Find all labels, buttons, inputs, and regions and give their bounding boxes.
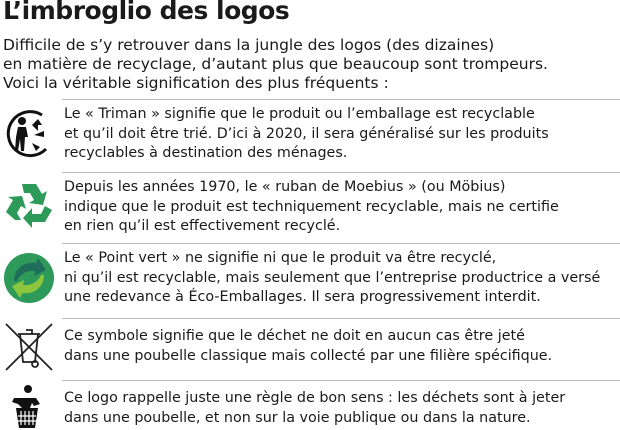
divider xyxy=(62,243,620,244)
logo-description-line: Le « Triman » signifie que le produit ou l’emballage est recyclable xyxy=(64,106,535,122)
intro-line: Difficile de s’y retrouver dans la jungle des logos (des dizaines) xyxy=(3,36,495,54)
divider xyxy=(62,318,620,319)
divider xyxy=(62,99,620,100)
intro-line: Voici la véritable signification des plus fréquents : xyxy=(3,74,389,92)
logo-description-line: Ce symbole signifie que le déchet ne doit en aucun cas être jeté xyxy=(64,328,525,344)
logo-description-line: en rien qu’il est effectivement recyclé. xyxy=(64,218,341,234)
intro-line: en matière de recyclage, d’autant plus que beaucoup sont trompeurs. xyxy=(3,55,548,73)
intro xyxy=(3,36,618,93)
page-title: L’imbroglio des logos xyxy=(3,0,290,25)
divider xyxy=(62,380,620,381)
logo-description-line: Depuis les années 1970, le « ruban de Moebius » (ou Möbius) xyxy=(64,179,506,195)
crossed-bin-icon xyxy=(2,320,56,374)
logo-description-line: indique que le produit est techniquement recyclable, mais ne certifie xyxy=(64,198,559,215)
logo-description-line: dans une poubelle, et non sur la voie publique ou dans la nature. xyxy=(64,409,531,426)
divider xyxy=(62,172,620,173)
logo-description-line: Ce logo rappelle juste une règle de bon sens : les déchets sont à jeter xyxy=(64,390,566,406)
logo-description-line: une redevance à Éco-Emballages. Il sera progressivement interdit. xyxy=(64,289,541,305)
logo-description-line: Le « Point vert » ne signifie ni que le produit va être recyclé, xyxy=(64,250,497,266)
point-vert-icon xyxy=(2,251,56,305)
logo-description-line: recyclables à destination des ménages. xyxy=(64,145,348,161)
logo-description-line: dans une poubelle classique mais collecté par une filière spécifique. xyxy=(64,347,553,364)
logo-description-line: et qu’il doit être trié. D’ici à 2020, il sera généralisé sur les produits xyxy=(64,125,549,142)
tidyman-icon xyxy=(2,384,56,430)
moebius-recycle-icon xyxy=(2,178,56,232)
triman-icon xyxy=(2,105,56,159)
logo-description-line: ni qu’il est recyclable, mais seulement que l’entreprise productrice a versé xyxy=(64,269,601,286)
